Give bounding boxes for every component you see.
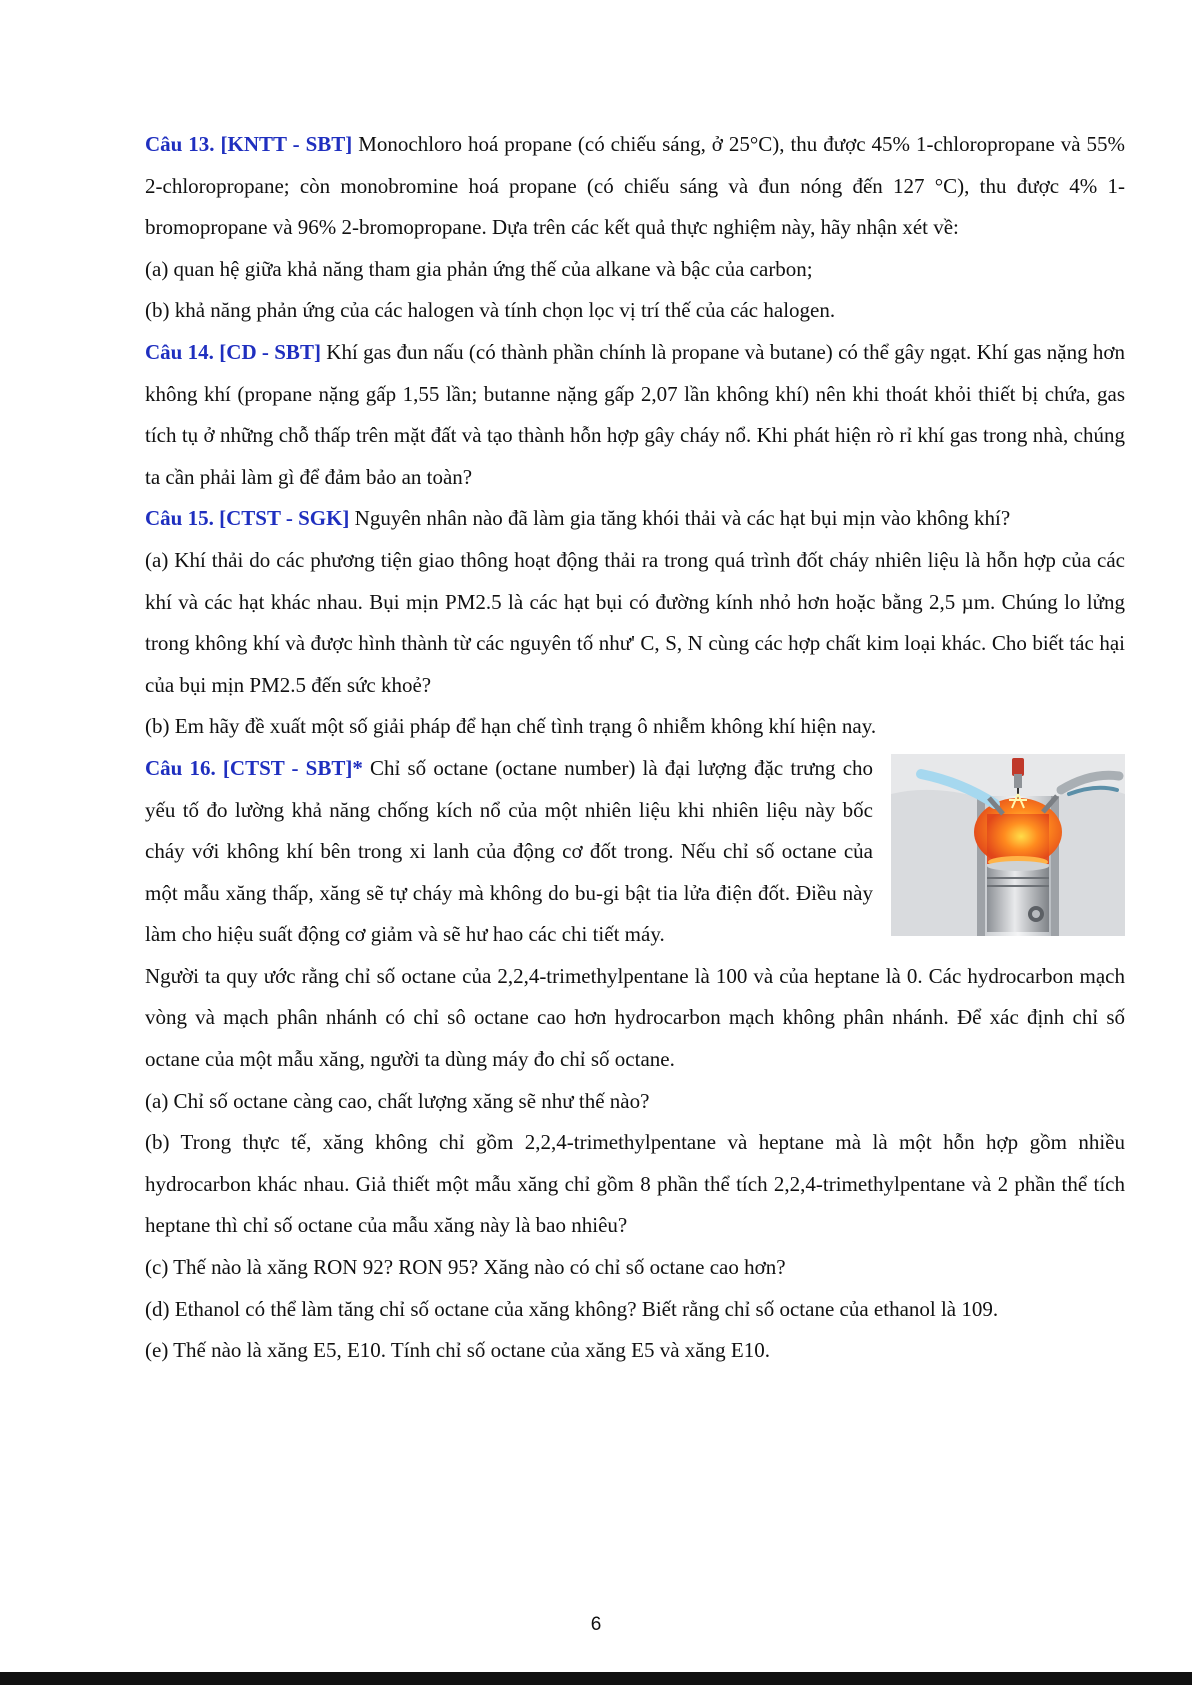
page-content xyxy=(145,124,1125,1372)
question-label: Câu 13. xyxy=(145,132,215,156)
question-source: [CTST - SBT]* xyxy=(222,755,363,780)
question-13 xyxy=(145,124,1125,249)
question-stem: Nguyên nhân nào đã làm gia tăng khói thải và các hạt bụi mịn vào không khí? xyxy=(354,506,1011,531)
question-16-part-a: (a) Chỉ số octane càng cao, chất lượng xăng sẽ như thế nào? xyxy=(145,1088,650,1113)
question-stem: Chỉ số octane (octane number) là đại lượng đặc trưng cho yếu tố đo lường khả năng chống kích nổ của một nhiên liệu khi nhiên liệu này bốc cháy với không khí bên trong xi lanh của động cơ đốt trong. Nếu chỉ số octane của một mẫu xăng thấp, xăng sẽ tự cháy mà không do bu-gi bật tia lửa điện đốt. Điều này làm cho hiệu suất động cơ giảm và sẽ hư hao các chi tiết máy. xyxy=(145,755,874,947)
question-13-part-a: (a) quan hệ giữa khả năng tham gia phản ứng thế của alkane và bậc của carbon; xyxy=(145,256,813,281)
bottom-bar xyxy=(0,1672,1192,1685)
question-13-part-b: (b) khả năng phản ứng của các halogen và tính chọn lọc vị trí thế của các halogen. xyxy=(145,298,836,323)
question-source: [CD - SBT] xyxy=(219,339,321,364)
question-label: Câu 16. xyxy=(145,755,216,780)
question-stem: Khí gas đun nấu (có thành phần chính là propane và butane) có thể gây ngạt. Khí gas nặng hơn không khí (propane nặng gấp 1,55 lần; butanne nặng gấp 2,07 lần không khí) nên khi thoát khỏi thiết bị chứa, gas tích tụ ở những chỗ thấp trên mặt đất và tạo thành hỗn hợp gây cháy nổ. Khi phát hiện rò rỉ khí gas trong nhà, chúng ta cần phải làm gì để đảm bảo an toàn? xyxy=(145,339,1126,489)
question-16-part-b: (b) Trong thực tế, xăng không chỉ gồm 2,2,4-trimethylpentane và heptane mà là một hỗn hợp gồm nhiều hydrocarbon khác nhau. Giả thiết một mẫu xăng chỉ gồm 8 phần thể tích 2,2,4-trimethylpentane và 2 phần thể tích heptane thì chỉ số octane của mẫu xăng này là bao nhiêu? xyxy=(145,1130,1125,1238)
question-16-part-c: (c) Thế nào là xăng RON 92? RON 95? Xăng nào có chỉ số octane cao hơn? xyxy=(145,1255,786,1280)
question-16-paragraph-2: Người ta quy ước rằng chỉ số octane của 2,2,4-trimethylpentane là 100 và của heptane là 0. Các hydrocarbon mạch vòng và mạch phân nhánh có chỉ sô octane cao hơn hydrocarbon mạch không phân nhánh. Để xác định chỉ số octane của một mẫu xăng, người ta dùng máy đo chỉ số octane. xyxy=(145,963,1125,1072)
question-label: Câu 15. xyxy=(145,506,214,531)
question-16-part-d: (d) Ethanol có thể làm tăng chỉ số octane của xăng không? Biết rằng chỉ số octane của ethanol là 109. xyxy=(145,1296,999,1321)
question-14 xyxy=(145,332,1125,498)
question-stem: Monochloro hoá propane (có chiếu sáng, ở 25°C), thu được 45% 1-chloropropane và 55% 2-chloropropane; còn monobromine hoá propane (có chiếu sáng và đun nóng đến 127 °C), thu được 4% 1-bromopropane và 96% 2-bromopropane. Dựa trên các kết quả thực nghiệm này, hãy nhận xét về: xyxy=(145,132,1126,240)
question-15 xyxy=(145,498,1125,540)
question-source: [CTST - SGK] xyxy=(219,506,350,531)
engine-cylinder-illustration xyxy=(891,754,1125,936)
question-15-part-a: (a) Khí thải do các phương tiện giao thông hoạt động thải ra trong quá trình đốt cháy nhiên liệu là hỗn hợp của các khí và các hạt khác nhau. Bụi mịn PM2.5 là các hạt bụi có đường kính nhỏ hơn hoặc bằng 2,5 µm. Chúng lo lửng trong không khí và được hình thành từ các nguyên tố như' C, S, N cùng các hợp chất kim loại khác. Cho biết tác hại của bụi mịn PM2.5 đến sức khoẻ? xyxy=(145,547,1125,697)
page-number: 6 xyxy=(590,1614,602,1635)
question-label: Câu 14. xyxy=(145,339,214,364)
question-source: [KNTT - SBT] xyxy=(220,132,353,156)
question-15-part-b: (b) Em hãy đề xuất một số giải pháp để hạn chế tình trạng ô nhiễm không khí hiện nay. xyxy=(145,714,877,739)
question-16-part-e: (e) Thế nào là xăng E5, E10. Tính chỉ số octane của xăng E5 và xăng E10. xyxy=(145,1338,770,1363)
